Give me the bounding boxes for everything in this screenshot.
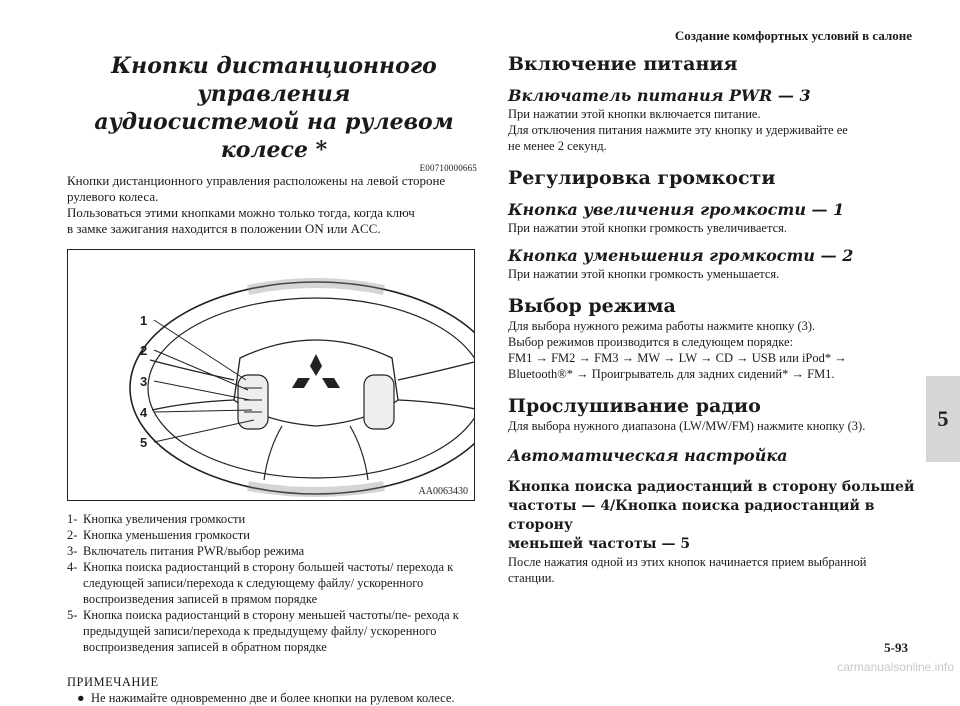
note-item [77,690,477,706]
radio-text: Для выбора нужного диапазона (LW/MW/FM) нажмите кнопку (3). [508,419,866,433]
callout-5: 5 [140,435,148,450]
legend-num: 3- [67,544,78,558]
power-text-1: При нажатии этой кнопки включается питание. [508,107,761,121]
title-line-2: аудиосистемой на рулевом колесе * [94,109,454,163]
search-heading-line-1: Кнопка поиска радиостанций в сторону большей [508,479,915,495]
legend-item [67,559,477,607]
power-text-3: не менее 2 секунд. [508,139,607,153]
heading-radio: Прослушивание радио [508,395,761,417]
callout-2: 2 [140,343,148,358]
heading-mode: Выбор режима [508,295,676,317]
section-title [71,52,477,164]
page-number: 5-93 [884,640,908,655]
legend-text: Кнопка поиска радиостанций в сторону большей частоты/ перехода к следующей записи/перехода к следующему файлу/ ускоренного воспроизведения записей в прямом порядке [83,560,454,606]
search-text-2: станции. [508,571,555,585]
figure-legend [67,511,477,655]
intro-line-4: в замке зажигания находится в положении ON или ACC. [67,221,381,236]
note-heading: ПРИМЕЧАНИЕ [67,675,159,689]
running-header: Создание комфортных условий в салоне [674,28,912,43]
chapter-tab: 5 [926,376,960,462]
legend-text: Кнопка увеличения громкости [83,512,246,526]
figure-id: AA0063430 [418,486,468,497]
mode-text-4: Bluetooth®* → Проигрыватель для задних сидений* → FM1. [508,367,835,381]
subheading-volume-down: Кнопка уменьшения громкости — 2 [508,246,854,265]
intro-line-1: Кнопки дистанционного управления расположены на левой стороне [67,173,446,188]
intro-line-3: Пользоваться этими кнопками можно только тогда, когда ключ [67,205,415,220]
subheading-volume-up: Кнопка увеличения громкости — 1 [508,200,845,219]
callout-1: 1 [140,313,148,328]
right-column [508,52,918,586]
title-line-1: Кнопки дистанционного управления [111,53,437,107]
callout-3: 3 [140,374,148,389]
legend-num: 1- [67,512,78,526]
legend-num: 2- [67,528,78,542]
document-code: E00710000665 [419,163,477,173]
search-heading-line-2: частоты — 4/Кнопка поиска радиостанций в сторону [508,498,875,533]
search-text-1: После нажатия одной из этих кнопок начинается прием выбранной [508,555,867,569]
intro-line-2: рулевого колеса. [67,189,159,204]
legend-text: Кнопка уменьшения громкости [83,528,250,542]
heading-volume: Регулировка громкости [508,167,776,189]
power-text-2: Для отключения питания нажмите эту кнопку и удерживайте ее [508,123,848,137]
legend-text: Включатель питания PWR/выбор режима [83,544,305,558]
volume-down-text: При нажатии этой кнопки громкость уменьшается. [508,267,780,281]
subheading-power-switch: Включатель питания PWR — 3 [508,86,811,105]
subheading-auto-tune: Автоматическая настройка [508,446,788,465]
mode-text-3: FM1 → FM2 → FM3 → MW → LW → CD → USB или iPod* → [508,351,847,365]
callout-4: 4 [140,405,148,420]
heading-power: Включение питания [508,53,738,75]
legend-text: Кнопка поиска радиостанций в сторону меньшей частоты/пе- рехода к предыдущей записи/перехода к предыдущему файлу/ ускоренного воспроизведения записей в обратном порядке [83,608,459,654]
steering-wheel-illustration [68,250,474,500]
legend-num: 5- [67,608,78,622]
mode-text-1: Для выбора нужного режима работы нажмите кнопку (3). [508,319,816,333]
search-heading-line-3: меньшей частоты — 5 [508,536,691,552]
legend-item [67,511,477,527]
steering-wheel-figure [67,249,475,501]
volume-up-text: При нажатии этой кнопки громкость увеличивается. [508,221,788,235]
legend-item [67,527,477,543]
legend-item [67,543,477,559]
legend-item [67,607,477,655]
note-text: Не нажимайте одновременно две и более кнопки на рулевом колесе. [91,691,455,705]
left-column [67,52,477,706]
mode-text-2: Выбор режимов производится в следующем порядке: [508,335,794,349]
bullet-icon: ● [77,691,85,705]
watermark: carmanualsonline.info [837,660,954,674]
legend-num: 4- [67,560,78,574]
